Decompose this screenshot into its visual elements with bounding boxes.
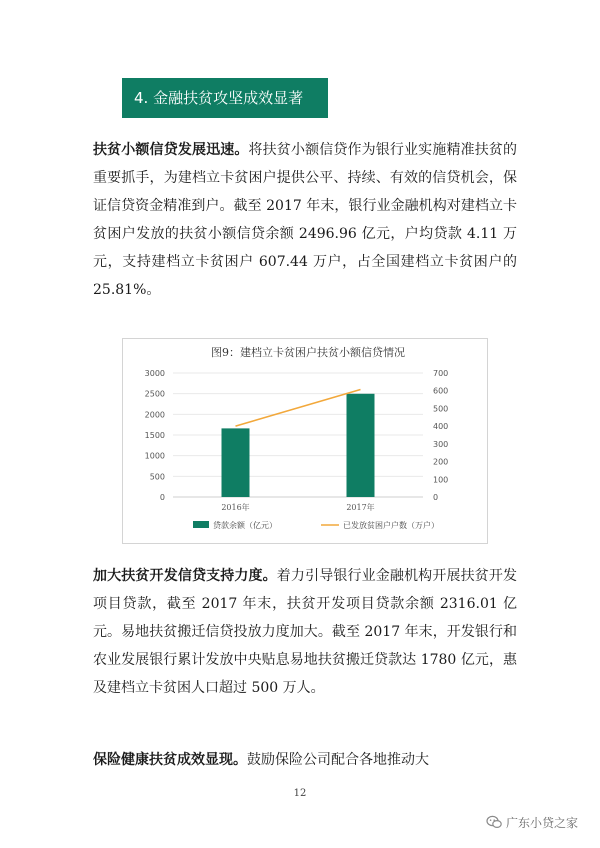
bar (347, 394, 375, 497)
page-number: 12 (293, 788, 307, 799)
wechat-icon (486, 815, 502, 829)
paragraph-lead: 加大扶贫开发信贷支持力度。 (93, 568, 277, 584)
y-tick-label: 2500 (144, 389, 165, 399)
watermark-text: 广东小贷之家 (505, 815, 578, 830)
paragraph-body: 鼓励保险公司配合各地推动大 (247, 752, 429, 768)
paragraph-insurance (93, 746, 517, 774)
y-tick-label: 500 (149, 472, 165, 482)
y-tick-label: 1000 (144, 451, 165, 461)
legend-bar-label: 贷款余额（亿元） (213, 521, 277, 530)
line-series (236, 389, 361, 426)
paragraph-lead: 保险健康扶贫成效显现。 (93, 752, 247, 768)
paragraph-development-credit (93, 562, 517, 702)
y2-tick-label: 300 (433, 439, 449, 449)
y-tick-label: 0 (159, 493, 165, 502)
y2-tick-label: 400 (433, 422, 449, 432)
y2-tick-label: 500 (433, 404, 449, 414)
bar (222, 428, 250, 497)
paragraph-lead: 扶贫小额信贷发展迅速。 (93, 142, 249, 158)
paragraph-body: 着力引导银行业金融机构开展扶贫开发项目贷款，截至 2017 年末，扶贫开发项目贷款余额 2316.01 亿元。易地扶贫搬迁信贷投放力度加大。截至 2017 年末，开发银行和农业发展银行累计发放中央贴息易地扶贫搬迁贷款达 1780 亿元，惠及建档立卡贫困人口超过 500 万人。 (93, 568, 518, 696)
legend-line-label: 已发放贫困户户数（万户） (343, 521, 439, 530)
y-tick-label: 3000 (144, 369, 165, 378)
y2-tick-label: 0 (433, 493, 439, 502)
section-title: 4. 金融扶贫攻坚成效显著 (122, 78, 328, 118)
paragraph-microcredit (93, 136, 517, 304)
chart-svg (123, 339, 489, 545)
y2-tick-label: 700 (433, 369, 449, 378)
y-tick-label: 2000 (144, 410, 165, 420)
x-tick-label: 2017年 (346, 503, 375, 512)
x-tick-label: 2016年 (221, 503, 250, 512)
chart-title: 图9：建档立卡贫困户扶贫小额信贷情况 (211, 346, 405, 359)
y2-tick-label: 100 (433, 475, 449, 485)
legend-bar-swatch (193, 521, 209, 528)
y2-tick-label: 200 (433, 457, 449, 467)
y2-tick-label: 600 (433, 386, 449, 396)
paragraph-body: 将扶贫小额信贷作为银行业实施精准扶贫的重要抓手，为建档立卡贫困户提供公平、持续、有效的信贷机会，保证信贷资金精准到户。截至 2017 年末，银行业金融机构对建档立卡贫困户发放的扶贫小额信贷余额 2496.96 亿元，户均贷款 4.11 万元，支持建档立卡贫困户 607.44 万户，占全国建档立卡贫困户的 25.81%。 (93, 142, 518, 298)
microcredit-chart (122, 338, 488, 544)
watermark (486, 812, 578, 832)
y-tick-label: 1500 (144, 431, 165, 440)
